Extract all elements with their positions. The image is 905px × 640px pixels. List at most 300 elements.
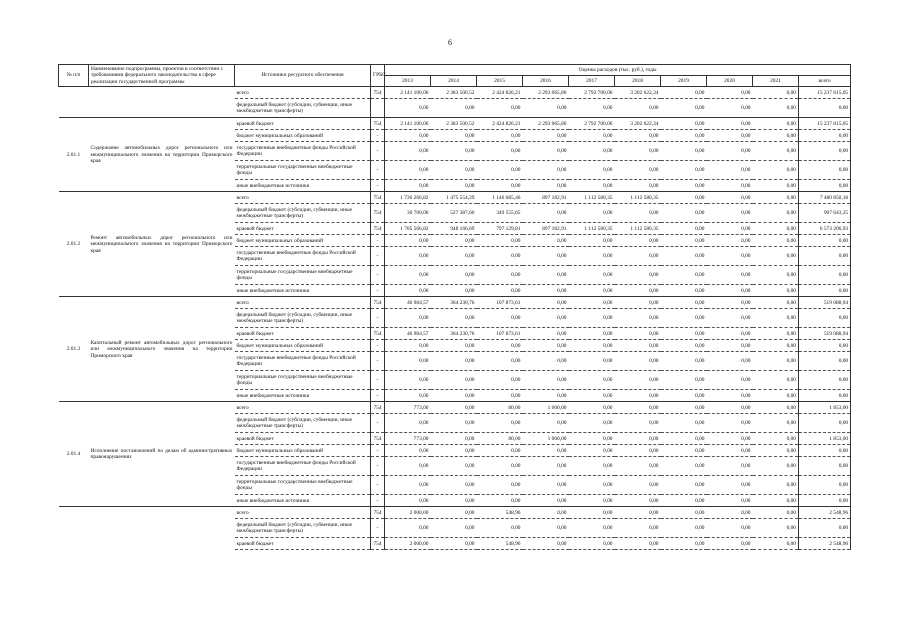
year-value: 0,00 (661, 118, 707, 130)
year-value: 0,00 (615, 519, 661, 538)
year-value: 0,00 (707, 180, 753, 192)
total-value: 15 237 815,05 (799, 118, 851, 130)
grbs-code: 754 (371, 297, 385, 309)
year-value: 3 202 622,34 (615, 87, 661, 99)
header-estimate: Оценка расходов (тыс. руб.), годы (385, 65, 851, 76)
year-value: 0,00 (431, 309, 477, 328)
year-value: 0,00 (385, 180, 431, 192)
year-value: 0,00 (753, 328, 799, 340)
funding-source: территориальные государственные внебюджетные фонды (235, 161, 371, 180)
year-value: 364 230,76 (431, 297, 477, 309)
year-value: 0,00 (523, 180, 569, 192)
funding-source: иные внебюджетные источники (235, 390, 371, 402)
year-value: 0,00 (523, 247, 569, 266)
total-value: 1 853,00 (799, 402, 851, 414)
year-value: 0,00 (615, 402, 661, 414)
funding-source: краевой бюджет (235, 118, 371, 130)
year-value: 0,00 (523, 235, 569, 247)
funding-source: территориальные государственные внебюджетные фонды (235, 371, 371, 390)
year-value: 46 984,57 (385, 297, 431, 309)
year-value: 0,00 (661, 457, 707, 476)
table-header (59, 65, 851, 87)
year-value: 0,00 (661, 445, 707, 457)
year-value: 3 202 622,34 (615, 118, 661, 130)
header-source: Источники ресурсного обеспечения (235, 65, 371, 87)
year-value: 0,00 (385, 390, 431, 402)
year-value: 0,00 (431, 538, 477, 550)
total-value: 0,00 (799, 309, 851, 328)
year-value: 0,00 (661, 390, 707, 402)
year-value: 0,00 (569, 247, 615, 266)
row-number (59, 87, 89, 118)
year-value: 0,00 (615, 266, 661, 285)
header-year: 2017 (569, 76, 615, 87)
year-value: 0,00 (615, 371, 661, 390)
year-value: 0,00 (753, 414, 799, 433)
year-value: 0,00 (615, 390, 661, 402)
total-value: 519 088,94 (799, 297, 851, 309)
funding-source: бюджет муниципальных образований (235, 340, 371, 352)
total-value: 0,00 (799, 390, 851, 402)
year-value: 0,00 (753, 130, 799, 142)
total-value: 0,00 (799, 519, 851, 538)
year-value: 0,00 (385, 309, 431, 328)
table-row (59, 192, 851, 204)
year-value: 0,00 (615, 180, 661, 192)
year-value: 80,00 (477, 402, 523, 414)
grbs-code: - (371, 285, 385, 297)
header-total: всего (799, 76, 851, 87)
year-value: 1 000,00 (523, 402, 569, 414)
year-value: 0,00 (753, 297, 799, 309)
year-value: 0,00 (753, 142, 799, 161)
year-value: 0,00 (385, 457, 431, 476)
year-value: 0,00 (523, 507, 569, 519)
year-value: 0,00 (385, 266, 431, 285)
year-value: 0,00 (661, 352, 707, 371)
year-value: 0,00 (569, 414, 615, 433)
grbs-code: - (371, 352, 385, 371)
grbs-code: 754 (371, 507, 385, 519)
year-value: 0,00 (615, 161, 661, 180)
header-year: 2015 (477, 76, 523, 87)
year-value: 0,00 (477, 180, 523, 192)
year-value: 2 383 500,52 (431, 118, 477, 130)
measure-name: Содержание автомобильных дорог регионального или межмуниципального значения на территории Приморского края (89, 118, 235, 192)
year-value: 797 129,81 (477, 223, 523, 235)
year-value: 0,00 (431, 99, 477, 118)
year-value: 897 182,91 (523, 223, 569, 235)
year-value: 773,00 (385, 402, 431, 414)
funding-source: федеральный бюджет (субсидии, субвенции, иные межбюджетные трансферты) (235, 309, 371, 328)
year-value: 0,00 (707, 495, 753, 507)
year-value: 0,00 (431, 476, 477, 495)
year-value: 0,00 (569, 390, 615, 402)
header-year: 2016 (523, 76, 569, 87)
year-value: 2 000,00 (385, 538, 431, 550)
year-value: 0,00 (615, 309, 661, 328)
year-value: 0,00 (569, 445, 615, 457)
year-value: 0,00 (707, 402, 753, 414)
year-value: 0,00 (431, 433, 477, 445)
year-value: 0,00 (385, 352, 431, 371)
header-year: 2013 (385, 76, 431, 87)
year-value: 773,00 (385, 433, 431, 445)
year-value: 0,00 (523, 495, 569, 507)
year-value: 0,00 (707, 476, 753, 495)
funding-source: краевой бюджет (235, 223, 371, 235)
year-value: 0,00 (707, 87, 753, 99)
grbs-code: - (371, 445, 385, 457)
year-value: 0,00 (707, 309, 753, 328)
year-value: 0,00 (707, 297, 753, 309)
year-value: 0,00 (477, 371, 523, 390)
year-value: 0,00 (707, 414, 753, 433)
year-value: 0,00 (661, 99, 707, 118)
year-value: 0,00 (431, 266, 477, 285)
year-value: 0,00 (753, 87, 799, 99)
year-value: 0,00 (477, 285, 523, 297)
year-value: 1 112 580,35 (569, 223, 615, 235)
year-value: 0,00 (753, 390, 799, 402)
year-value: 0,00 (385, 340, 431, 352)
funding-source: территориальные государственные внебюджетные фонды (235, 476, 371, 495)
funding-source: иные внебюджетные источники (235, 180, 371, 192)
year-value: 0,00 (569, 297, 615, 309)
measure-name: Капитальный ремонт автомобильных дорог регионального или межмуниципального значения на территории Приморского края (89, 297, 235, 402)
year-value: 0,00 (707, 433, 753, 445)
year-value: 30 700,00 (385, 204, 431, 223)
year-value: 0,00 (569, 235, 615, 247)
year-value: 0,00 (661, 87, 707, 99)
total-value: 0,00 (799, 476, 851, 495)
year-value: 0,00 (707, 352, 753, 371)
grbs-code: - (371, 414, 385, 433)
grbs-code: - (371, 495, 385, 507)
funding-source: территориальные государственные внебюджетные фонды (235, 266, 371, 285)
year-value: 0,00 (477, 352, 523, 371)
year-value: 0,00 (615, 328, 661, 340)
row-number (59, 507, 89, 550)
year-value: 0,00 (661, 328, 707, 340)
header-year: 2018 (615, 76, 661, 87)
grbs-code: - (371, 161, 385, 180)
year-value: 2 424 826,21 (477, 87, 523, 99)
year-value: 0,00 (661, 180, 707, 192)
row-number: 2.01.2 (59, 192, 89, 297)
total-value: 0,00 (799, 161, 851, 180)
year-value: 0,00 (661, 507, 707, 519)
year-value: 0,00 (569, 285, 615, 297)
grbs-code: - (371, 309, 385, 328)
funding-source: всего (235, 87, 371, 99)
year-value: 0,00 (661, 495, 707, 507)
year-value: 0,00 (707, 457, 753, 476)
year-value: 0,00 (707, 328, 753, 340)
year-value: 0,00 (753, 340, 799, 352)
year-value: 0,00 (385, 285, 431, 297)
year-value: 2 293 065,86 (523, 118, 569, 130)
year-value: 0,00 (569, 538, 615, 550)
table-row (59, 297, 851, 309)
total-value: 0,00 (799, 99, 851, 118)
year-value: 0,00 (569, 309, 615, 328)
year-value: 0,00 (753, 538, 799, 550)
year-value: 0,00 (615, 142, 661, 161)
year-value: 0,00 (615, 414, 661, 433)
grbs-code: - (371, 390, 385, 402)
row-number: 2.01.1 (59, 118, 89, 192)
year-value: 0,00 (707, 118, 753, 130)
year-value: 0,00 (431, 390, 477, 402)
year-value: 0,00 (523, 414, 569, 433)
year-value: 0,00 (569, 507, 615, 519)
header-grbs: ГРБС (371, 65, 385, 87)
funding-source: всего (235, 507, 371, 519)
year-value: 0,00 (569, 340, 615, 352)
grbs-code: 754 (371, 402, 385, 414)
year-value: 0,00 (661, 130, 707, 142)
year-value: 0,00 (569, 266, 615, 285)
year-value: 0,00 (477, 457, 523, 476)
year-value: 0,00 (753, 118, 799, 130)
total-value: 907 643,25 (799, 204, 851, 223)
year-value: 0,00 (569, 476, 615, 495)
total-value: 7 480 850,18 (799, 192, 851, 204)
funding-source: бюджет муниципальных образований (235, 235, 371, 247)
year-value: 0,00 (753, 247, 799, 266)
year-value: 0,00 (615, 297, 661, 309)
year-value: 0,00 (707, 519, 753, 538)
year-value: 0,00 (707, 223, 753, 235)
year-value: 0,00 (385, 235, 431, 247)
year-value: 0,00 (661, 266, 707, 285)
year-value: 2 293 065,86 (523, 87, 569, 99)
year-value: 527 387,60 (431, 204, 477, 223)
year-value: 0,00 (707, 538, 753, 550)
grbs-code: 754 (371, 223, 385, 235)
year-value: 1 475 554,29 (431, 192, 477, 204)
year-value: 0,00 (523, 285, 569, 297)
year-value: 0,00 (707, 142, 753, 161)
year-value: 0,00 (523, 457, 569, 476)
year-value: 0,00 (431, 247, 477, 266)
total-value: 0,00 (799, 266, 851, 285)
grbs-code: - (371, 476, 385, 495)
year-value: 0,00 (707, 285, 753, 297)
year-value: 0,00 (569, 371, 615, 390)
year-value: 0,00 (477, 130, 523, 142)
funding-source: государственные внебюджетные фонды Российской Федерации (235, 352, 371, 371)
year-value: 948 166,69 (431, 223, 477, 235)
year-value: 0,00 (753, 285, 799, 297)
header-no: № п/п (59, 65, 89, 87)
year-value: 0,00 (569, 204, 615, 223)
table-row (59, 118, 851, 130)
year-value: 0,00 (477, 495, 523, 507)
header-year: 2014 (431, 76, 477, 87)
year-value: 0,00 (753, 457, 799, 476)
year-value: 0,00 (707, 130, 753, 142)
year-value: 364 230,76 (431, 328, 477, 340)
year-value: 0,00 (615, 285, 661, 297)
funding-source: государственные внебюджетные фонды Российской Федерации (235, 457, 371, 476)
year-value: 0,00 (569, 352, 615, 371)
year-value: 0,00 (431, 414, 477, 433)
year-value: 0,00 (753, 266, 799, 285)
funding-source: краевой бюджет (235, 433, 371, 445)
total-value: 6 573 206,93 (799, 223, 851, 235)
year-value: 1 000,00 (523, 433, 569, 445)
total-value: 2 548,96 (799, 538, 851, 550)
year-value: 0,00 (477, 235, 523, 247)
year-value: 548,96 (477, 538, 523, 550)
year-value: 0,00 (707, 247, 753, 266)
year-value: 1 112 580,35 (615, 192, 661, 204)
funding-source: иные внебюджетные источники (235, 285, 371, 297)
year-value: 0,00 (707, 204, 753, 223)
total-value: 0,00 (799, 130, 851, 142)
grbs-code: 754 (371, 328, 385, 340)
funding-source: иные внебюджетные источники (235, 495, 371, 507)
row-number: 2.01.3 (59, 297, 89, 402)
funding-source: краевой бюджет (235, 328, 371, 340)
year-value: 2 141 100,06 (385, 118, 431, 130)
total-value: 519 088,94 (799, 328, 851, 340)
year-value: 1 146 685,46 (477, 192, 523, 204)
grbs-code: - (371, 340, 385, 352)
year-value: 0,00 (477, 519, 523, 538)
year-value: 0,00 (477, 161, 523, 180)
measure-name: Исполнение постановлений по делам об административных правонарушениях (89, 402, 235, 507)
total-value: 0,00 (799, 142, 851, 161)
year-value: 0,00 (661, 309, 707, 328)
year-value: 0,00 (753, 235, 799, 247)
year-value: 0,00 (753, 495, 799, 507)
year-value: 897 182,91 (523, 192, 569, 204)
year-value: 0,00 (753, 352, 799, 371)
year-value: 0,00 (569, 130, 615, 142)
grbs-code: 754 (371, 538, 385, 550)
year-value: 2 792 700,06 (569, 118, 615, 130)
year-value: 0,00 (661, 247, 707, 266)
year-value: 0,00 (523, 519, 569, 538)
year-value: 2 792 700,06 (569, 87, 615, 99)
total-value: 0,00 (799, 285, 851, 297)
year-value: 0,00 (707, 235, 753, 247)
funding-source: всего (235, 192, 371, 204)
year-value: 0,00 (431, 130, 477, 142)
year-value: 0,00 (569, 328, 615, 340)
total-value: 2 548,96 (799, 507, 851, 519)
year-value: 0,00 (753, 433, 799, 445)
year-value: 0,00 (431, 352, 477, 371)
year-value: 1 112 580,35 (615, 223, 661, 235)
year-value: 0,00 (753, 99, 799, 118)
total-value: 0,00 (799, 180, 851, 192)
year-value: 0,00 (385, 371, 431, 390)
year-value: 0,00 (569, 457, 615, 476)
grbs-code: 754 (371, 87, 385, 99)
year-value: 0,00 (615, 476, 661, 495)
year-value: 0,00 (615, 457, 661, 476)
year-value: 0,00 (477, 309, 523, 328)
year-value: 0,00 (569, 519, 615, 538)
grbs-code: 754 (371, 204, 385, 223)
year-value: 0,00 (569, 99, 615, 118)
year-value: 0,00 (477, 414, 523, 433)
year-value: 0,00 (661, 204, 707, 223)
year-value: 0,00 (661, 433, 707, 445)
year-value: 0,00 (569, 142, 615, 161)
year-value: 0,00 (431, 445, 477, 457)
year-value: 0,00 (753, 192, 799, 204)
year-value: 46 984,57 (385, 328, 431, 340)
year-value: 1 112 580,35 (569, 192, 615, 204)
year-value: 0,00 (661, 371, 707, 390)
funding-source: государственные внебюджетные фонды Российской Федерации (235, 247, 371, 266)
header-year: 2020 (707, 76, 753, 87)
year-value: 0,00 (569, 402, 615, 414)
header-name: Наименование подпрограммы, проектов в соответствии с требованиями федерального законодательства в сфере реализации государственной программы (89, 65, 235, 87)
year-value: 0,00 (385, 476, 431, 495)
year-value: 2 424 826,21 (477, 118, 523, 130)
year-value: 0,00 (569, 433, 615, 445)
year-value: 0,00 (477, 142, 523, 161)
year-value: 0,00 (523, 476, 569, 495)
year-value: 0,00 (707, 340, 753, 352)
year-value: 0,00 (753, 371, 799, 390)
page-number: 6 (448, 38, 452, 47)
grbs-code: - (371, 247, 385, 266)
year-value: 0,00 (523, 390, 569, 402)
year-value: 0,00 (385, 247, 431, 266)
funding-source: всего (235, 297, 371, 309)
year-value: 0,00 (523, 142, 569, 161)
year-value: 0,00 (615, 340, 661, 352)
year-value: 0,00 (477, 445, 523, 457)
year-value: 0,00 (753, 476, 799, 495)
year-value: 0,00 (431, 371, 477, 390)
year-value: 0,00 (431, 235, 477, 247)
funding-source: федеральный бюджет (субсидии, субвенции, иные межбюджетные трансферты) (235, 99, 371, 118)
measure-name: Ремонт автомобильных дорог регионального или межмуниципального значения на территории Приморского края (89, 192, 235, 297)
year-value: 0,00 (615, 204, 661, 223)
year-value: 0,00 (569, 495, 615, 507)
year-value: 0,00 (661, 192, 707, 204)
year-value: 0,00 (523, 130, 569, 142)
year-value: 0,00 (431, 457, 477, 476)
grbs-code: - (371, 519, 385, 538)
year-value: 0,00 (753, 402, 799, 414)
year-value: 0,00 (661, 235, 707, 247)
year-value: 0,00 (753, 223, 799, 235)
year-value: 107 873,61 (477, 328, 523, 340)
year-value: 0,00 (477, 390, 523, 402)
year-value: 0,00 (523, 99, 569, 118)
total-value: 1 853,00 (799, 433, 851, 445)
grbs-code: - (371, 142, 385, 161)
year-value: 0,00 (615, 99, 661, 118)
total-value: 0,00 (799, 352, 851, 371)
year-value: 0,00 (661, 402, 707, 414)
year-value: 0,00 (661, 519, 707, 538)
total-value: 0,00 (799, 445, 851, 457)
grbs-code: - (371, 235, 385, 247)
year-value: 0,00 (385, 495, 431, 507)
year-value: 0,00 (523, 297, 569, 309)
year-value: 0,00 (385, 445, 431, 457)
